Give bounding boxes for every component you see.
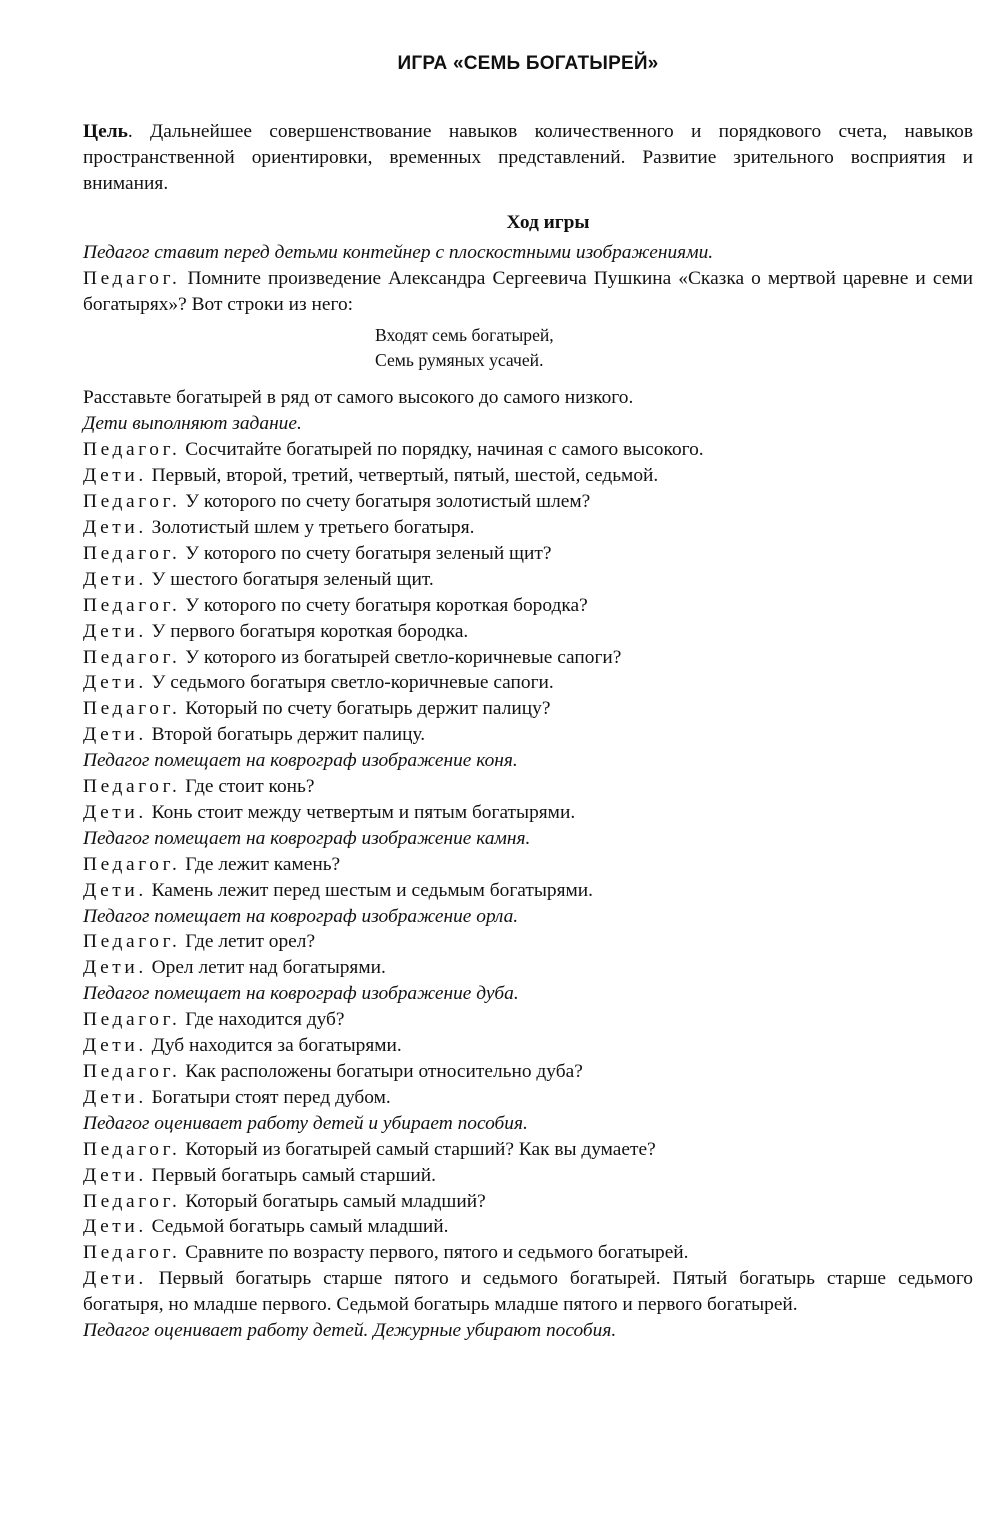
dialogue-line	[83, 463, 973, 489]
line-text: Расставьте богатырей в ряд от самого высокого до самого низкого.	[83, 387, 634, 409]
dialogue-line	[83, 800, 973, 826]
speaker-label: Педагог.	[83, 1138, 181, 1160]
line-text: Первый богатырь самый старший.	[146, 1164, 436, 1186]
line-text: У седьмого богатыря светло-коричневые сапоги.	[146, 672, 554, 694]
speaker-label: Дети.	[83, 568, 147, 590]
dialogue-line	[83, 774, 973, 800]
speaker-label: Дети.	[83, 620, 147, 642]
intro-paragraph	[83, 266, 973, 318]
dialogue-line	[83, 1007, 973, 1033]
line-text: Дети выполняют задание.	[83, 413, 302, 435]
speaker-label: Дети.	[83, 516, 147, 538]
line-text: Где летит орел?	[180, 931, 316, 953]
stage-direction	[83, 826, 973, 852]
dialogue-line	[83, 1059, 973, 1085]
dialogue-line	[83, 852, 973, 878]
poem-line: Входят семь богатырей,	[375, 325, 554, 346]
speaker-label: Дети.	[83, 1216, 147, 1238]
stage-direction	[83, 904, 973, 930]
line-text: Как расположены богатыри относительно дуба?	[180, 1061, 583, 1082]
speaker-label: Педагог.	[83, 646, 181, 668]
intro-text: Помните произведение Александра Сергеевича Пушкина «Сказка о мертвой царевне и семи богатырях»? Вот строки из него:	[83, 267, 973, 315]
dialogue-line	[83, 955, 973, 981]
dialogue-line	[83, 645, 973, 671]
speaker-label: Педагог.	[83, 439, 181, 461]
dialogue-line	[83, 385, 973, 411]
line-text: Богатыри стоят перед дубом.	[146, 1086, 391, 1108]
speaker-label: Педагог.	[83, 853, 181, 875]
line-text: У шестого богатыря зеленый щит.	[146, 568, 434, 590]
line-text: Сосчитайте богатырей по порядку, начиная с самого высокого.	[180, 439, 704, 461]
line-text: Педагог помещает на коврограф изображение дуба.	[83, 983, 519, 1005]
line-text: У первого богатыря короткая бородка.	[146, 620, 469, 642]
speaker-label: Педагог.	[83, 542, 181, 564]
dialogue-line	[83, 1033, 973, 1059]
line-text: Педагог помещает на коврограф изображение камня.	[83, 827, 531, 849]
dialogue-line	[83, 1189, 973, 1215]
final-answer-text: Первый богатырь старше пятого и седьмого богатырей. Пятый богатырь старше седьмого богатыря, но младше первого. Седьмой богатырь младше пятого и первого богатырей.	[83, 1268, 973, 1316]
speaker-label: Педагог.	[83, 594, 181, 616]
stage-direction	[83, 981, 973, 1007]
dialogue-line	[83, 1137, 973, 1163]
dialogue-line	[83, 878, 973, 904]
line-text: Который богатырь самый младший?	[180, 1190, 486, 1212]
poem-quote	[375, 323, 973, 373]
final-answer	[83, 1266, 973, 1318]
line-text: Дуб находится за богатырями.	[146, 1035, 402, 1057]
line-text: У которого по счету богатыря короткая бородка?	[180, 594, 588, 616]
dialogue-line	[83, 515, 973, 541]
speaker-label: Педагог.	[83, 1009, 181, 1031]
document-page	[83, 52, 973, 1344]
speaker-label: Педагог.	[83, 1190, 181, 1212]
page-title: ИГРА «СЕМЬ БОГАТЫРЕЙ»	[397, 53, 659, 74]
dialogue-line	[83, 722, 973, 748]
speaker-label: Дети.	[83, 801, 147, 823]
speaker-label: Дети.	[83, 1035, 147, 1057]
dialogue-line	[83, 1214, 973, 1240]
speaker-label: Дети.	[83, 1086, 147, 1108]
dialogue-line	[83, 567, 973, 593]
speaker-label: Педагог.	[83, 931, 181, 953]
line-text: Сравните по возрасту первого, пятого и седьмого богатырей.	[180, 1242, 689, 1264]
speaker-label: Дети.	[83, 1268, 147, 1290]
dialogue	[83, 385, 973, 1266]
speaker-label: Педагог.	[83, 698, 181, 720]
dialogue-line	[83, 437, 973, 463]
line-text: Орел летит над богатырями.	[146, 957, 386, 979]
line-text: Где находится дуб?	[180, 1009, 345, 1031]
speaker-label: Педагог.	[83, 491, 181, 513]
line-text: Седьмой богатырь самый младший.	[146, 1216, 449, 1238]
dialogue-line	[83, 929, 973, 955]
line-text: У которого по счету богатыря золотистый шлем?	[180, 491, 591, 513]
speaker-label: Дети.	[83, 1164, 147, 1186]
line-text: Где стоит конь?	[180, 776, 315, 798]
stage-direction	[83, 1111, 973, 1137]
line-text: Который по счету богатырь держит палицу?	[180, 698, 551, 720]
speaker-label: Дети.	[83, 957, 147, 979]
stage-direction	[83, 748, 973, 774]
line-text: Конь стоит между четвертым и пятым богатырями.	[146, 801, 576, 823]
line-text: Первый, второй, третий, четвертый, пятый, шестой, седьмой.	[146, 465, 659, 487]
dialogue-line	[83, 696, 973, 722]
dialogue-line	[83, 670, 973, 696]
speaker-label: Педагог.	[83, 267, 181, 289]
line-text: Педагог помещает на коврограф изображение коня.	[83, 750, 518, 772]
line-text: Камень лежит перед шестым и седьмым богатырями.	[146, 879, 594, 901]
dialogue-line	[83, 1085, 973, 1111]
line-text: Педагог помещает на коврограф изображение орла.	[83, 905, 519, 927]
closing-stage-direction: Педагог оценивает работу детей. Дежурные убирают пособия.	[83, 1320, 617, 1342]
goal-text: . Дальнейшее совершенствование навыков количественного и порядкового счета, навыков пространственной ориентировки, временных представлений. Развитие зрительного восприятия и внимания.	[83, 121, 973, 194]
stage-direction	[83, 411, 973, 437]
line-text: Где лежит камень?	[180, 853, 341, 875]
speaker-label: Дети.	[83, 879, 147, 901]
line-text: Педагог оценивает работу детей и убирает пособия.	[83, 1112, 528, 1134]
goal-paragraph	[83, 119, 973, 197]
speaker-label: Педагог.	[83, 1242, 181, 1264]
poem-line: Семь румяных усачей.	[375, 350, 544, 371]
speaker-label: Дети.	[83, 672, 147, 694]
line-text: Второй богатырь держит палицу.	[146, 724, 426, 746]
dialogue-line	[83, 489, 973, 515]
line-text: У которого по счету богатыря зеленый щит?	[180, 542, 552, 564]
line-text: Золотистый шлем у третьего богатыря.	[146, 516, 475, 538]
dialogue-line	[83, 593, 973, 619]
dialogue-line	[83, 541, 973, 567]
speaker-label: Педагог.	[83, 1061, 181, 1082]
dialogue-line	[83, 1240, 973, 1266]
section-title: Ход игры	[506, 211, 590, 233]
goal-label: Цель	[83, 121, 128, 142]
line-text: Который из богатырей самый старший? Как вы думаете?	[180, 1138, 656, 1160]
speaker-label: Дети.	[83, 465, 147, 487]
speaker-label: Дети.	[83, 724, 147, 746]
dialogue-line	[83, 619, 973, 645]
intro-stage-direction: Педагог ставит перед детьми контейнер с плоскостными изображениями.	[83, 241, 714, 263]
line-text: У которого из богатырей светло-коричневые сапоги?	[180, 646, 622, 668]
dialogue-line	[83, 1163, 973, 1189]
speaker-label: Педагог.	[83, 776, 181, 798]
